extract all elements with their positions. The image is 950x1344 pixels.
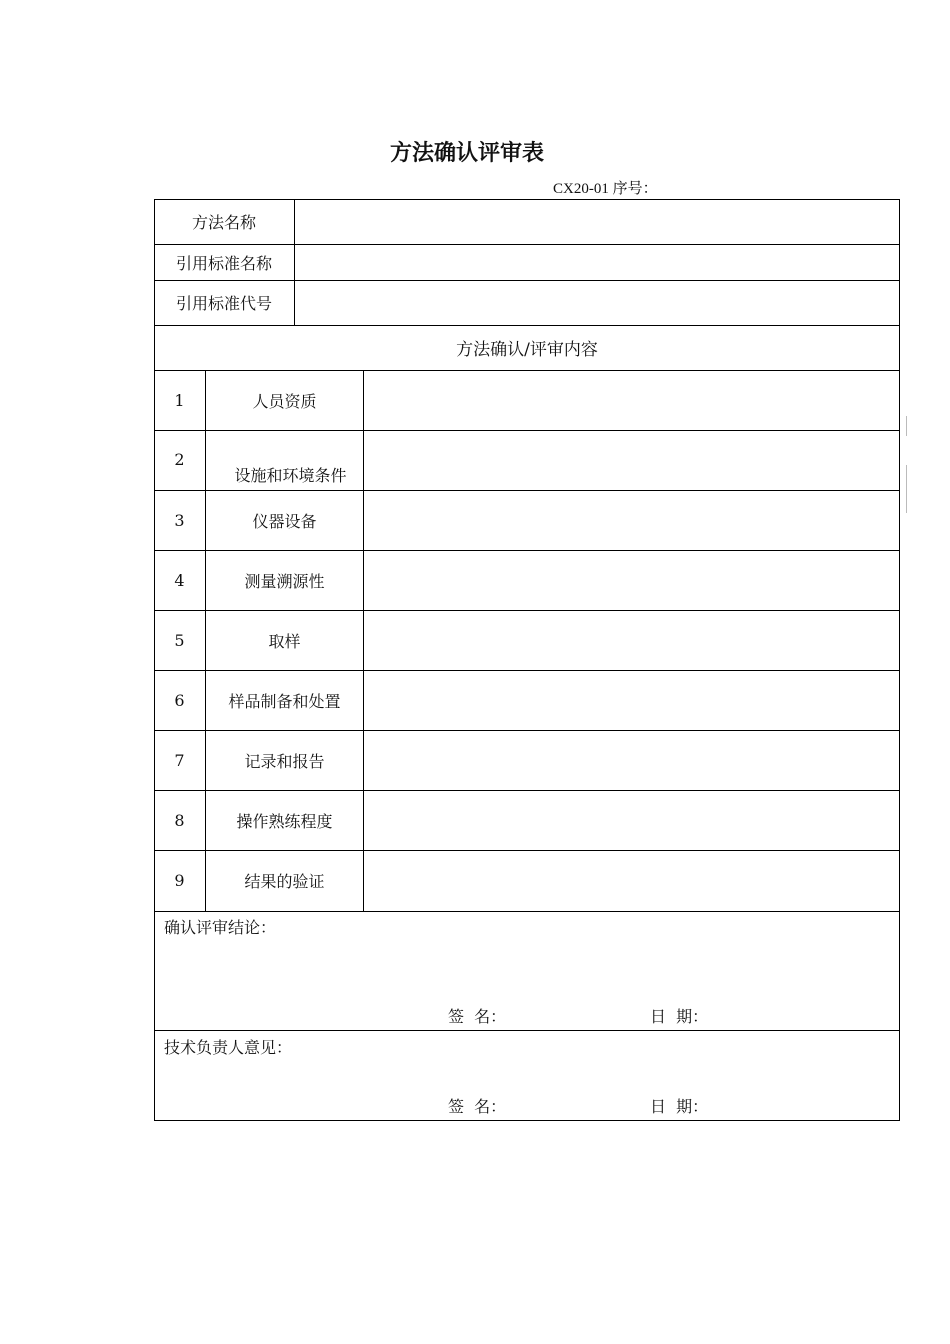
opinion-sign-label: 签 名：: [448, 1097, 507, 1116]
conclusion-sign-label: 签 名：: [448, 1007, 507, 1026]
item-1-content[interactable]: [364, 370, 900, 430]
opinion-date-label: 日 期：: [650, 1097, 709, 1116]
opinion-label: 技术负责人意见：: [164, 1038, 293, 1057]
item-6-number: 6: [174, 690, 185, 710]
standard-code-field[interactable]: [295, 280, 900, 325]
item-4-number: 4: [174, 570, 185, 590]
item-2-content[interactable]: [364, 430, 900, 490]
item-8-name: 操作熟练程度: [236, 811, 333, 831]
item-2-number: 2: [174, 449, 185, 469]
item-9-content[interactable]: [364, 850, 900, 911]
item-6-name: 样品制备和处置: [228, 691, 341, 711]
standard-name-field[interactable]: [295, 244, 900, 280]
item-9-name: 结果的验证: [244, 872, 325, 891]
standard-code-label: 引用标准代号: [175, 294, 272, 313]
item-4-name: 测量溯源性: [244, 571, 325, 591]
item-3-name: 仪器设备: [252, 511, 317, 531]
conclusion-date-label: 日 期：: [650, 1007, 709, 1026]
method-name-field[interactable]: [295, 199, 900, 244]
item-5-number: 5: [174, 630, 185, 650]
item-8-content[interactable]: [364, 790, 900, 850]
item-6-content[interactable]: [364, 670, 900, 730]
item-2-name: 设施和环境条件: [234, 466, 347, 485]
conclusion-label: 确认评审结论：: [164, 918, 277, 937]
doc-number: CX20-01 序号：: [553, 181, 658, 197]
method-name-label: 方法名称: [191, 213, 256, 232]
item-7-name: 记录和报告: [244, 751, 325, 771]
item-5-content[interactable]: [364, 610, 900, 670]
section-header: 方法确认/评审内容: [456, 340, 598, 360]
page-title: 方法确认评审表: [389, 140, 544, 166]
item-8-number: 8: [174, 810, 185, 830]
standard-name-label: 引用标准名称: [175, 253, 272, 273]
item-7-number: 7: [174, 750, 185, 770]
item-9-number: 9: [174, 871, 185, 890]
item-7-content[interactable]: [364, 730, 900, 790]
item-1-name: 人员资质: [252, 391, 317, 411]
item-4-content[interactable]: [364, 550, 900, 610]
item-1-number: 1: [174, 390, 185, 410]
item-3-content[interactable]: [364, 490, 900, 550]
item-3-number: 3: [174, 510, 185, 530]
item-5-name: 取样: [268, 631, 301, 651]
